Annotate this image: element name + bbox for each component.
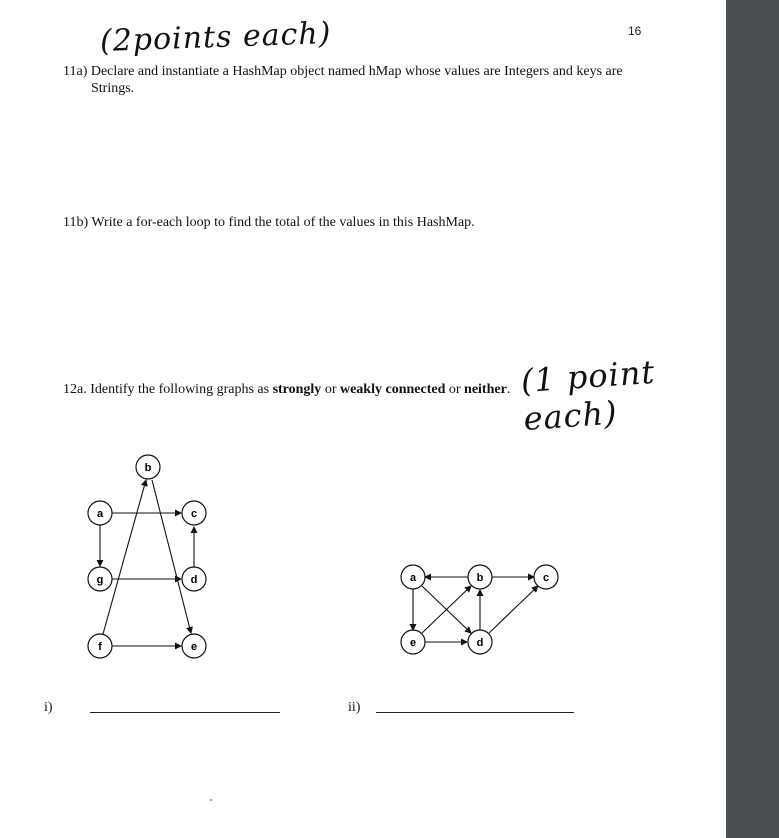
graph1-node-g-label: g: [96, 574, 104, 586]
handwritten-point-each-note: (1 point each): [519, 352, 657, 439]
page-number: 16: [628, 24, 642, 38]
graph2-node-b: [468, 565, 492, 589]
graph1-node-b-label: b: [144, 462, 152, 474]
graph2-node-a-label: a: [409, 572, 417, 584]
graph2-node-d-label: d: [476, 637, 484, 649]
question-12a-end: .: [506, 382, 511, 397]
graph1-node-f: [88, 634, 112, 658]
graph1-node-c: [182, 501, 206, 525]
graph2-node-d: [468, 630, 492, 654]
edge-b-e: [152, 480, 191, 633]
question-12a-weakly: weakly connected: [339, 382, 446, 397]
graph2-node-e-label: e: [409, 637, 417, 649]
graph1-nodes: [88, 455, 206, 658]
question-12a-neither: neither: [464, 382, 507, 397]
graph2-node-a: [401, 565, 425, 589]
graph1-node-e: [182, 634, 206, 658]
question-12a-or1: or: [321, 382, 340, 397]
viewer-background: [726, 0, 779, 838]
graph2-node-e: [401, 630, 425, 654]
answer-label-ii: ii): [348, 700, 361, 715]
edge-f-b: [103, 480, 146, 634]
graph1-edges: [100, 480, 194, 646]
question-12a-strongly: strongly: [272, 382, 322, 397]
graph1-node-a: [88, 501, 112, 525]
graph1-node-e-label: e: [190, 641, 198, 653]
question-12a-prefix: 12a. Identify the following graphs as: [63, 382, 273, 397]
graph1-node-f-label: f: [98, 641, 102, 653]
question-12a-or2: or: [445, 382, 465, 397]
graph2-node-c: [534, 565, 558, 589]
graph2-node-c-label: c: [542, 572, 550, 584]
stray-mark: [210, 799, 212, 801]
graph1-node-a-label: a: [96, 508, 104, 520]
answer-blank-i[interactable]: [90, 712, 280, 713]
edge-d-c: [489, 586, 538, 633]
answer-blank-ii[interactable]: [376, 712, 574, 713]
answer-label-i: i): [44, 700, 53, 715]
graph1-node-g: [88, 567, 112, 591]
graph1-node-d-label: d: [190, 574, 198, 586]
question-11b: 11b) Write a for-each loop to find the total of the values in this HashMap.: [63, 215, 475, 230]
question-11a-line2: Strings.: [91, 81, 135, 96]
graph1-node-b: [136, 455, 160, 479]
graph2-node-b-label: b: [476, 572, 484, 584]
graph1-node-d: [182, 567, 206, 591]
graph1-node-c-label: c: [190, 508, 198, 520]
question-11a-line1: 11a) Declare and instantiate a HashMap object named hMap whose values are Integers and keys are: [63, 64, 623, 79]
handwritten-points-note: (2points each): [99, 15, 332, 60]
